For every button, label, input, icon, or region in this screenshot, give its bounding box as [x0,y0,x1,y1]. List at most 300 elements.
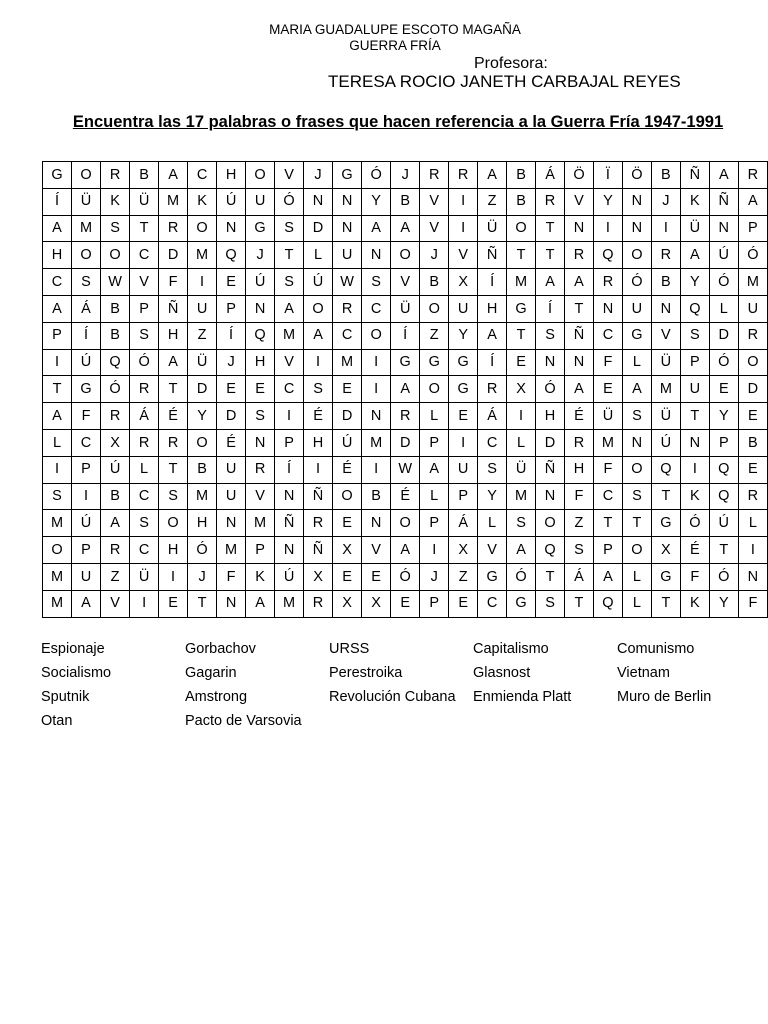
grid-letter[interactable]: U [622,295,651,322]
grid-letter[interactable]: N [622,215,651,242]
grid-letter[interactable]: P [420,510,449,537]
grid-letter[interactable]: V [391,269,420,296]
grid-letter[interactable]: U [449,295,478,322]
grid-letter[interactable]: E [507,349,536,376]
grid-letter[interactable]: Ú [333,429,362,456]
grid-letter[interactable]: N [217,215,246,242]
grid-letter[interactable]: M [43,510,72,537]
grid-letter[interactable]: N [362,403,391,430]
grid-letter[interactable]: M [593,429,622,456]
grid-letter[interactable]: O [622,537,651,564]
grid-letter[interactable]: V [565,188,594,215]
grid-letter[interactable]: F [565,483,594,510]
grid-letter[interactable]: G [43,162,72,189]
grid-letter[interactable]: E [738,456,767,483]
grid-letter[interactable]: Ñ [680,162,709,189]
grid-letter[interactable]: É [217,429,246,456]
grid-letter[interactable]: N [275,537,304,564]
grid-letter[interactable]: E [333,376,362,403]
grid-letter[interactable]: I [449,188,478,215]
grid-letter[interactable]: T [130,215,159,242]
grid-letter[interactable]: S [43,483,72,510]
grid-letter[interactable]: E [391,590,420,617]
grid-letter[interactable]: E [449,590,478,617]
grid-letter[interactable]: S [536,590,565,617]
grid-letter[interactable]: X [507,376,536,403]
grid-letter[interactable]: V [651,322,680,349]
grid-letter[interactable]: L [420,403,449,430]
grid-letter[interactable]: O [72,162,101,189]
grid-letter[interactable]: B [101,322,130,349]
grid-letter[interactable]: I [43,456,72,483]
grid-letter[interactable]: B [101,483,130,510]
grid-letter[interactable]: R [159,429,188,456]
grid-letter[interactable]: P [72,537,101,564]
grid-letter[interactable]: C [593,483,622,510]
grid-letter[interactable]: I [159,563,188,590]
grid-letter[interactable]: A [507,537,536,564]
grid-letter[interactable]: É [333,456,362,483]
grid-letter[interactable]: P [130,295,159,322]
grid-letter[interactable]: S [275,215,304,242]
grid-letter[interactable]: L [709,295,738,322]
grid-letter[interactable]: A [72,590,101,617]
grid-letter[interactable]: Ó [709,349,738,376]
grid-letter[interactable]: A [246,590,275,617]
grid-letter[interactable]: Z [188,322,217,349]
grid-letter[interactable]: X [304,563,333,590]
grid-letter[interactable]: O [507,215,536,242]
grid-letter[interactable]: N [362,242,391,269]
grid-letter[interactable]: L [43,429,72,456]
grid-letter[interactable]: V [449,242,478,269]
grid-letter[interactable]: H [304,429,333,456]
grid-letter[interactable]: V [420,188,449,215]
grid-letter[interactable]: B [130,162,159,189]
grid-letter[interactable]: L [622,590,651,617]
grid-letter[interactable]: C [478,429,507,456]
grid-letter[interactable]: M [738,269,767,296]
grid-letter[interactable]: I [304,456,333,483]
grid-letter[interactable]: Ú [72,510,101,537]
grid-letter[interactable]: V [362,537,391,564]
grid-letter[interactable]: X [449,537,478,564]
grid-letter[interactable]: P [72,456,101,483]
grid-letter[interactable]: N [622,188,651,215]
grid-letter[interactable]: Z [101,563,130,590]
grid-letter[interactable]: T [43,376,72,403]
grid-letter[interactable]: Y [680,269,709,296]
grid-letter[interactable]: M [275,322,304,349]
grid-letter[interactable]: Ó [507,563,536,590]
grid-letter[interactable]: M [507,483,536,510]
grid-letter[interactable]: Ó [709,269,738,296]
grid-letter[interactable]: M [333,349,362,376]
grid-letter[interactable]: D [217,403,246,430]
grid-letter[interactable]: V [275,349,304,376]
grid-letter[interactable]: S [622,483,651,510]
grid-letter[interactable]: M [275,590,304,617]
grid-letter[interactable]: Í [478,269,507,296]
grid-letter[interactable]: Ü [130,563,159,590]
grid-letter[interactable]: O [72,242,101,269]
grid-letter[interactable]: P [217,295,246,322]
grid-letter[interactable]: K [188,188,217,215]
grid-letter[interactable]: T [159,456,188,483]
grid-letter[interactable]: D [333,403,362,430]
grid-letter[interactable]: M [362,429,391,456]
grid-letter[interactable]: R [738,322,767,349]
grid-letter[interactable]: Á [72,295,101,322]
grid-letter[interactable]: I [72,483,101,510]
grid-letter[interactable]: N [304,188,333,215]
grid-letter[interactable]: P [593,537,622,564]
grid-letter[interactable]: V [420,215,449,242]
grid-letter[interactable]: Ü [478,215,507,242]
grid-letter[interactable]: B [188,456,217,483]
grid-letter[interactable]: O [188,215,217,242]
grid-letter[interactable]: Ñ [304,537,333,564]
grid-letter[interactable]: R [101,403,130,430]
grid-letter[interactable]: Q [680,295,709,322]
grid-letter[interactable]: A [680,242,709,269]
grid-letter[interactable]: O [188,429,217,456]
grid-letter[interactable]: W [101,269,130,296]
grid-letter[interactable]: Ñ [304,483,333,510]
grid-letter[interactable]: Í [72,322,101,349]
grid-letter[interactable]: Ú [304,269,333,296]
grid-letter[interactable]: F [738,590,767,617]
grid-letter[interactable]: Z [420,322,449,349]
grid-letter[interactable]: E [333,510,362,537]
grid-letter[interactable]: A [275,295,304,322]
grid-letter[interactable]: Y [709,590,738,617]
grid-letter[interactable]: R [738,483,767,510]
grid-letter[interactable]: Ö [565,162,594,189]
grid-letter[interactable]: Ü [651,403,680,430]
grid-letter[interactable]: A [391,537,420,564]
grid-letter[interactable]: T [622,510,651,537]
grid-letter[interactable]: G [333,162,362,189]
grid-letter[interactable]: G [72,376,101,403]
grid-letter[interactable]: É [159,403,188,430]
grid-letter[interactable]: N [565,349,594,376]
grid-letter[interactable]: Ñ [159,295,188,322]
grid-letter[interactable]: E [217,376,246,403]
grid-letter[interactable]: E [217,269,246,296]
grid-letter[interactable]: A [593,563,622,590]
grid-letter[interactable]: J [420,563,449,590]
grid-letter[interactable]: S [275,269,304,296]
grid-letter[interactable]: H [217,162,246,189]
grid-letter[interactable]: Ï [593,162,622,189]
grid-letter[interactable]: Ö [622,162,651,189]
grid-letter[interactable]: I [304,349,333,376]
grid-letter[interactable]: Á [478,403,507,430]
grid-letter[interactable]: Ü [651,349,680,376]
grid-letter[interactable]: A [43,403,72,430]
grid-letter[interactable]: R [478,376,507,403]
grid-letter[interactable]: N [275,483,304,510]
grid-letter[interactable]: M [507,269,536,296]
grid-letter[interactable]: E [362,563,391,590]
grid-letter[interactable]: M [188,242,217,269]
grid-letter[interactable]: É [680,537,709,564]
grid-letter[interactable]: Ó [188,537,217,564]
grid-letter[interactable]: A [159,162,188,189]
grid-letter[interactable]: L [478,510,507,537]
grid-letter[interactable]: A [478,322,507,349]
grid-letter[interactable]: I [275,403,304,430]
grid-letter[interactable]: Í [536,295,565,322]
grid-letter[interactable]: S [507,510,536,537]
grid-letter[interactable]: N [217,590,246,617]
grid-letter[interactable]: U [217,483,246,510]
grid-letter[interactable]: Ü [391,295,420,322]
grid-letter[interactable]: U [246,188,275,215]
grid-letter[interactable]: Y [593,188,622,215]
grid-letter[interactable]: A [738,188,767,215]
grid-letter[interactable]: G [478,563,507,590]
grid-letter[interactable]: B [391,188,420,215]
grid-letter[interactable]: Ú [72,349,101,376]
grid-letter[interactable]: R [420,162,449,189]
grid-letter[interactable]: K [680,483,709,510]
grid-letter[interactable]: N [362,510,391,537]
grid-letter[interactable]: V [130,269,159,296]
grid-letter[interactable]: X [651,537,680,564]
grid-letter[interactable]: M [72,215,101,242]
grid-letter[interactable]: D [159,242,188,269]
grid-letter[interactable]: B [101,295,130,322]
grid-letter[interactable]: C [362,295,391,322]
grid-letter[interactable]: M [217,537,246,564]
grid-letter[interactable]: J [391,162,420,189]
grid-letter[interactable]: I [362,456,391,483]
grid-letter[interactable]: O [246,162,275,189]
grid-letter[interactable]: B [738,429,767,456]
grid-letter[interactable]: A [565,376,594,403]
grid-letter[interactable]: Q [651,456,680,483]
grid-letter[interactable]: T [565,590,594,617]
grid-letter[interactable]: N [565,215,594,242]
grid-letter[interactable]: S [72,269,101,296]
grid-letter[interactable]: Ü [188,349,217,376]
grid-letter[interactable]: J [246,242,275,269]
grid-letter[interactable]: Y [709,403,738,430]
grid-letter[interactable]: N [536,483,565,510]
grid-letter[interactable]: V [246,483,275,510]
grid-letter[interactable]: Q [593,590,622,617]
grid-letter[interactable]: C [593,322,622,349]
grid-letter[interactable]: Ü [680,215,709,242]
grid-letter[interactable]: Í [478,349,507,376]
grid-letter[interactable]: O [43,537,72,564]
grid-letter[interactable]: R [304,510,333,537]
grid-letter[interactable]: L [130,456,159,483]
grid-letter[interactable]: L [304,242,333,269]
grid-letter[interactable]: D [536,429,565,456]
grid-letter[interactable]: P [43,322,72,349]
grid-letter[interactable]: P [738,215,767,242]
grid-letter[interactable]: V [275,162,304,189]
grid-letter[interactable]: D [391,429,420,456]
grid-letter[interactable]: X [333,537,362,564]
grid-letter[interactable]: F [593,456,622,483]
grid-letter[interactable]: Y [188,403,217,430]
grid-letter[interactable]: A [304,322,333,349]
grid-letter[interactable]: T [536,563,565,590]
grid-letter[interactable]: Ó [709,563,738,590]
grid-letter[interactable]: Y [362,188,391,215]
grid-letter[interactable]: Z [565,510,594,537]
grid-letter[interactable]: O [333,483,362,510]
grid-letter[interactable]: M [43,563,72,590]
grid-letter[interactable]: Y [449,322,478,349]
grid-letter[interactable]: B [507,188,536,215]
grid-letter[interactable]: Í [391,322,420,349]
grid-letter[interactable]: Ó [622,269,651,296]
grid-letter[interactable]: R [130,429,159,456]
grid-letter[interactable]: G [391,349,420,376]
grid-letter[interactable]: Ü [130,188,159,215]
grid-letter[interactable]: C [43,269,72,296]
grid-letter[interactable]: A [391,376,420,403]
grid-letter[interactable]: O [420,295,449,322]
grid-letter[interactable]: N [709,215,738,242]
grid-letter[interactable]: O [738,349,767,376]
grid-letter[interactable]: Ü [593,403,622,430]
grid-letter[interactable]: Á [130,403,159,430]
grid-letter[interactable]: E [449,403,478,430]
grid-letter[interactable]: O [159,510,188,537]
grid-letter[interactable]: L [738,510,767,537]
grid-letter[interactable]: P [680,349,709,376]
grid-letter[interactable]: T [159,376,188,403]
grid-letter[interactable]: T [188,590,217,617]
grid-letter[interactable]: R [304,590,333,617]
grid-letter[interactable]: S [130,322,159,349]
grid-letter[interactable]: I [738,537,767,564]
grid-letter[interactable]: C [478,590,507,617]
grid-letter[interactable]: G [246,215,275,242]
grid-letter[interactable]: V [101,590,130,617]
grid-letter[interactable]: I [362,376,391,403]
grid-letter[interactable]: E [709,376,738,403]
grid-letter[interactable]: H [188,510,217,537]
grid-letter[interactable]: Ó [275,188,304,215]
grid-letter[interactable]: H [159,537,188,564]
grid-letter[interactable]: O [536,510,565,537]
grid-letter[interactable]: T [275,242,304,269]
grid-letter[interactable]: D [304,215,333,242]
grid-letter[interactable]: Ú [246,269,275,296]
grid-letter[interactable]: S [680,322,709,349]
grid-letter[interactable]: M [159,188,188,215]
grid-letter[interactable]: Q [593,242,622,269]
grid-letter[interactable]: S [622,403,651,430]
grid-letter[interactable]: V [478,537,507,564]
grid-letter[interactable]: S [304,376,333,403]
grid-letter[interactable]: R [738,162,767,189]
grid-letter[interactable]: Q [217,242,246,269]
grid-letter[interactable]: S [159,483,188,510]
grid-letter[interactable]: W [333,269,362,296]
grid-letter[interactable]: G [507,295,536,322]
grid-letter[interactable]: T [507,322,536,349]
grid-letter[interactable]: L [420,483,449,510]
grid-letter[interactable]: L [622,563,651,590]
grid-letter[interactable]: Ó [101,376,130,403]
grid-letter[interactable]: I [130,590,159,617]
grid-letter[interactable]: O [622,456,651,483]
grid-letter[interactable]: Y [478,483,507,510]
grid-letter[interactable]: H [159,322,188,349]
grid-letter[interactable]: S [246,403,275,430]
grid-letter[interactable]: T [593,510,622,537]
grid-letter[interactable]: S [536,322,565,349]
grid-letter[interactable]: B [362,483,391,510]
grid-letter[interactable]: E [159,590,188,617]
grid-letter[interactable]: C [188,162,217,189]
grid-letter[interactable]: A [420,456,449,483]
grid-letter[interactable]: R [565,242,594,269]
grid-letter[interactable]: G [420,349,449,376]
grid-letter[interactable]: X [362,590,391,617]
grid-letter[interactable]: Ú [709,242,738,269]
grid-letter[interactable]: A [565,269,594,296]
grid-letter[interactable]: H [536,403,565,430]
grid-letter[interactable]: T [565,295,594,322]
grid-letter[interactable]: A [622,376,651,403]
grid-letter[interactable]: Á [565,563,594,590]
grid-letter[interactable]: A [536,269,565,296]
grid-letter[interactable]: R [130,376,159,403]
grid-letter[interactable]: M [651,376,680,403]
grid-letter[interactable]: F [680,563,709,590]
grid-letter[interactable]: N [333,188,362,215]
grid-letter[interactable]: É [565,403,594,430]
grid-letter[interactable]: Ú [651,429,680,456]
grid-letter[interactable]: Q [101,349,130,376]
grid-letter[interactable]: R [101,162,130,189]
grid-letter[interactable]: F [217,563,246,590]
grid-letter[interactable]: X [333,590,362,617]
grid-letter[interactable]: R [333,295,362,322]
grid-letter[interactable]: I [651,215,680,242]
grid-letter[interactable]: É [391,483,420,510]
grid-letter[interactable]: K [680,188,709,215]
grid-letter[interactable]: M [43,590,72,617]
grid-letter[interactable]: H [246,349,275,376]
grid-letter[interactable]: A [101,510,130,537]
grid-letter[interactable]: I [507,403,536,430]
grid-letter[interactable]: A [709,162,738,189]
grid-letter[interactable]: B [420,269,449,296]
grid-letter[interactable]: U [72,563,101,590]
grid-letter[interactable]: I [188,269,217,296]
grid-letter[interactable]: G [449,376,478,403]
grid-letter[interactable]: E [333,563,362,590]
grid-letter[interactable]: J [651,188,680,215]
grid-letter[interactable]: Ú [217,188,246,215]
grid-letter[interactable]: Ñ [536,456,565,483]
grid-letter[interactable]: K [246,563,275,590]
grid-letter[interactable]: A [478,162,507,189]
grid-letter[interactable]: S [101,215,130,242]
grid-letter[interactable]: O [391,510,420,537]
grid-letter[interactable]: D [709,322,738,349]
